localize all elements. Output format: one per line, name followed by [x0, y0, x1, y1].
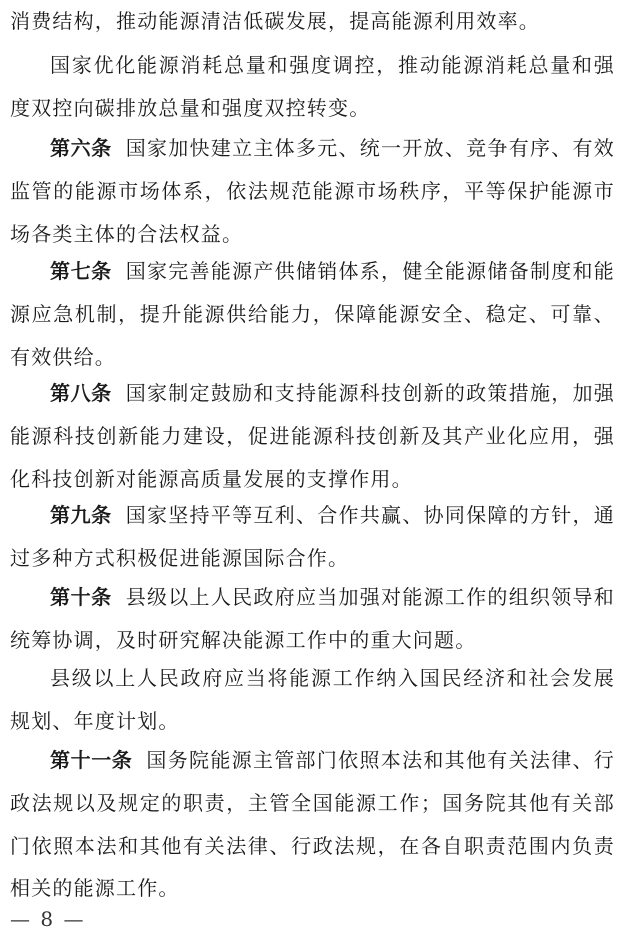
paragraph-text: 消费结构，推动能源清洁低碳发展，提高能源利用效率。: [10, 9, 540, 33]
article-number: 第十一条: [50, 748, 133, 772]
article-text: 国家加快建立主体多元、统一开放、竞争有序、有效监管的能源市场体系，依法规范能源市场秩序，平等保护能源市场各类主体的合法权益。: [10, 136, 615, 246]
article-text: 国家完善能源产供储销体系，健全能源储备制度和能源应急机制，提升能源供给能力，保障能源安全、稳定、可靠、有效供给。: [10, 259, 615, 369]
article-number: 第六条: [50, 136, 112, 160]
article-6: [10, 127, 615, 255]
article-8: [10, 372, 615, 500]
paragraph-text: 国家优化能源消耗总量和强度调控，推动能源消耗总量和强度双控向碳排放总量和强度双控转变。: [10, 53, 615, 120]
article-text: 国务院能源主管部门依照本法和其他有关法律、行政法规以及规定的职责，主管全国能源工作；国务院其他有关部门依照本法和其他有关法律、行政法规，在各自职责范围内负责相关的能源工作。: [10, 748, 616, 901]
article-number: 第七条: [50, 259, 112, 283]
paragraph-continuation: [10, 0, 615, 43]
paragraph-county-government-planning: [10, 657, 615, 743]
paragraph-text: 县级以上人民政府应当将能源工作纳入国民经济和社会发展规划、年度计划。: [10, 666, 615, 733]
article-number: 第八条: [50, 381, 112, 405]
article-number: 第十条: [50, 585, 112, 609]
article-text: 国家制定鼓励和支持能源科技创新的政策措施，加强能源科技创新能力建设，促进能源科技创新及其产业化应用，强化科技创新对能源高质量发展的支撑作用。: [10, 381, 615, 491]
article-text: 县级以上人民政府应当加强对能源工作的组织领导和统筹协调，及时研究解决能源工作中的重大问题。: [10, 585, 615, 652]
article-7: [10, 250, 615, 378]
article-number: 第九条: [50, 503, 112, 527]
article-9: [10, 494, 615, 580]
article-11: [10, 739, 615, 910]
article-10: [10, 576, 615, 662]
paragraph-energy-consumption-control: [10, 44, 615, 130]
page-number: — 8 —: [10, 907, 86, 931]
article-text: 国家坚持平等互利、合作共赢、协同保障的方针，通过多种方式积极促进能源国际合作。: [10, 503, 615, 570]
